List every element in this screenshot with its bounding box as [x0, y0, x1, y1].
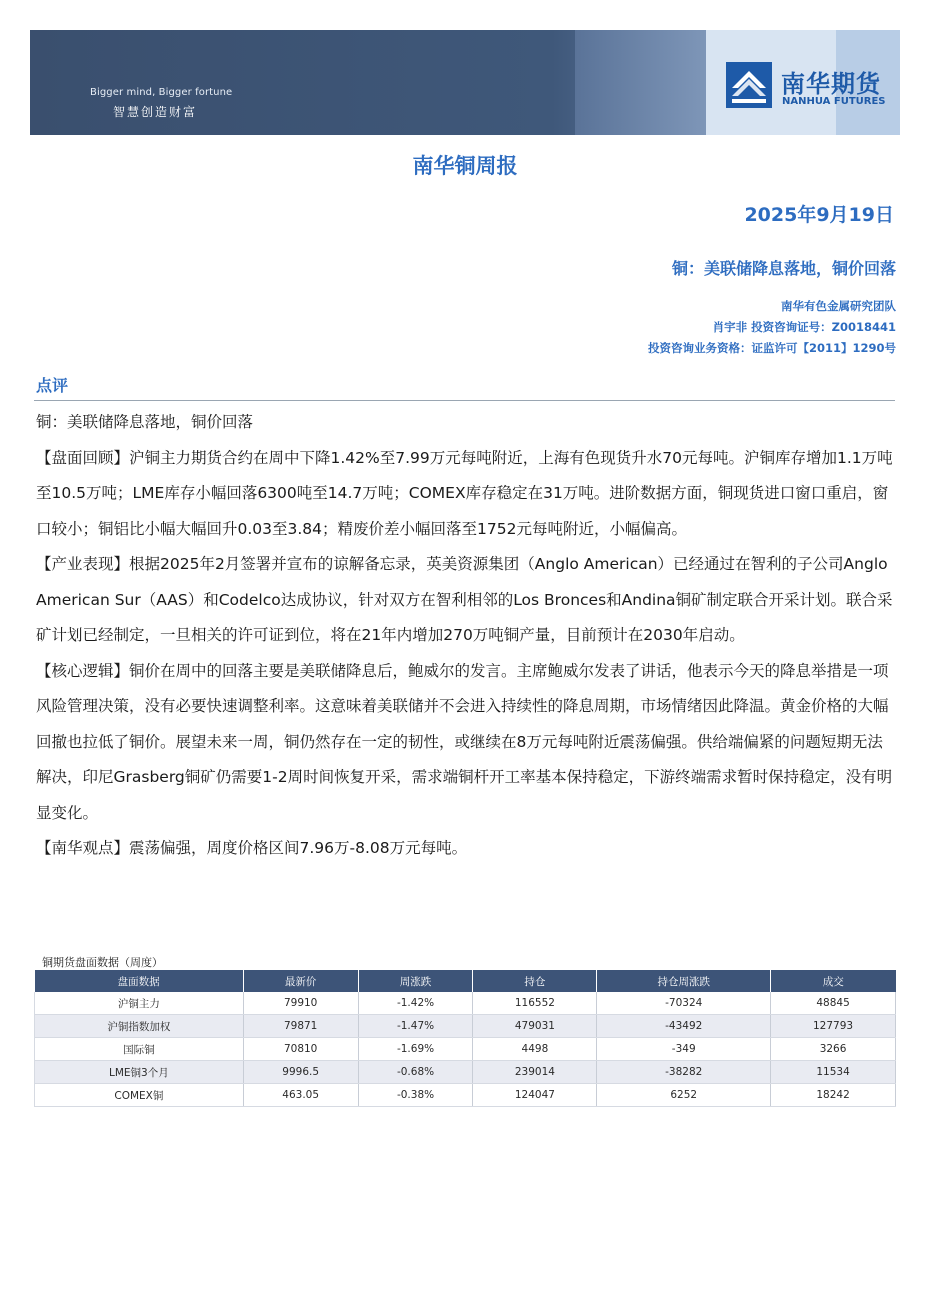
brand-name-en: NANHUA FUTURES: [782, 96, 886, 107]
column-header: 持仓: [473, 970, 597, 992]
commentary-body: [36, 405, 896, 867]
table-cell: 沪铜指数加权: [35, 1015, 244, 1038]
table-cell: -38282: [597, 1061, 771, 1084]
table-cell: -43492: [597, 1015, 771, 1038]
column-header: 持仓周涨跌: [597, 970, 771, 992]
report-headline: 铜：美联储降息落地，铜价回落: [671, 259, 896, 278]
column-header: 成交: [771, 970, 896, 992]
table-cell: -0.38%: [358, 1084, 473, 1107]
table-cell: 463.05: [243, 1084, 358, 1107]
analyst-credential: 肖宇非 投资咨询证号：Z0018441: [712, 320, 896, 334]
table-row: [35, 992, 896, 1015]
table-cell: -349: [597, 1038, 771, 1061]
slogan-en: Bigger mind, Bigger fortune: [90, 87, 233, 98]
slogan-cn: 智慧创造财富: [113, 105, 198, 119]
table-cell: 6252: [597, 1084, 771, 1107]
table-cell: 国际铜: [35, 1038, 244, 1061]
table-row: [35, 1038, 896, 1061]
report-date: 2025年9月19日: [744, 204, 894, 226]
table-cell: 239014: [473, 1061, 597, 1084]
table-row: [35, 1084, 896, 1107]
table-cell: 18242: [771, 1084, 896, 1107]
brand-name-cn: 南华期货: [781, 70, 881, 98]
table-cell: 3266: [771, 1038, 896, 1061]
table-cell: 116552: [473, 992, 597, 1015]
table-cell: 48845: [771, 992, 896, 1015]
table-cell: -70324: [597, 992, 771, 1015]
table-row: [35, 1061, 896, 1084]
table-header-row: [35, 970, 896, 992]
section-heading: 点评: [36, 376, 69, 395]
table-cell: 70810: [243, 1038, 358, 1061]
banner-panel: [575, 30, 706, 135]
author-info: [648, 296, 896, 359]
table-cell: 沪铜主力: [35, 992, 244, 1015]
table-cell: 479031: [473, 1015, 597, 1038]
table-cell: -1.47%: [358, 1015, 473, 1038]
table-cell: 11534: [771, 1061, 896, 1084]
futures-data-table: [34, 970, 896, 1107]
table-row: [35, 1015, 896, 1038]
table-cell: 9996.5: [243, 1061, 358, 1084]
table-cell: LME铜3个月: [35, 1061, 244, 1084]
section-divider: [34, 400, 895, 401]
outlook-paragraph: 【南华观点】震荡偏强，周度价格区间7.96万-8.08万元每吨。: [36, 839, 468, 857]
report-title: 南华铜周报: [412, 154, 518, 178]
column-header: 盘面数据: [35, 970, 244, 992]
column-header: 周涨跌: [358, 970, 473, 992]
table-cell: 79871: [243, 1015, 358, 1038]
table-cell: COMEX铜: [35, 1084, 244, 1107]
core-logic-paragraph: 【核心逻辑】铜价在周中的回落主要是美联储降息后，鲍威尔的发言。主席鲍威尔发表了讲话，他表示今天的降息举措是一项风险管理决策，没有必要快速调整利率。这意味着美联储并不会进入持续性的降息周期，市场情绪因此降温。黄金价格的大幅回撤也拉低了铜价。展望未来一周，铜仍然存在一定的韧性，或继续在8万元每吨附近震荡偏强。供给端偏紧的问题短期无法解决，印尼Grasberg铜矿仍需要1-2周时间恢复开采，需求端铜杆开工率基本保持稳定，下游终端需求暂时保持稳定，没有明显变化。: [36, 661, 893, 822]
table-cell: 79910: [243, 992, 358, 1015]
market-review-paragraph: 【盘面回顾】沪铜主力期货合约在周中下降1.42%至7.99万元每吨附近，上海有色现货升水70元每吨。沪铜库存增加1.1万吨至10.5万吨；LME库存小幅回落6300吨至14.7万吨；COMEX库存稳定在31万吨。进阶数据方面，铜现货进口窗口重启，窗口较小；铜铝比小幅大幅回升0.03至3.84；精废价差小幅回落至1752元每吨附近，小幅偏高。: [36, 448, 893, 538]
table-cell: -0.68%: [358, 1061, 473, 1084]
commentary-subtitle: 铜：美联储降息落地，铜价回落: [36, 413, 254, 431]
table-cell: -1.69%: [358, 1038, 473, 1061]
table-cell: -1.42%: [358, 992, 473, 1015]
industry-paragraph: 【产业表现】根据2025年2月签署并宣布的谅解备忘录，英美资源集团（Anglo American）已经通过在智利的子公司Anglo American Sur（AAS）和Codelco达成协议，针对双方在智利相邻的Los Bronces和Andina铜矿制定联合开采计划。联合采矿计划已经制定，一旦相关的许可证到位，将在21年内增加270万吨铜产量，目前预计在2030年启动。: [36, 555, 893, 644]
table-cell: 124047: [473, 1084, 597, 1107]
table-cell: 4498: [473, 1038, 597, 1061]
nanhua-logo-icon: [726, 62, 772, 108]
table-cell: 127793: [771, 1015, 896, 1038]
license-info: 投资咨询业务资格：证监许可【2011】1290号: [647, 341, 896, 355]
brand-logo: [726, 60, 896, 110]
research-team: 南华有色金属研究团队: [781, 299, 896, 313]
column-header: 最新价: [243, 970, 358, 992]
table-caption: 铜期货盘面数据（周度）: [42, 956, 163, 969]
header-banner: [30, 30, 900, 135]
